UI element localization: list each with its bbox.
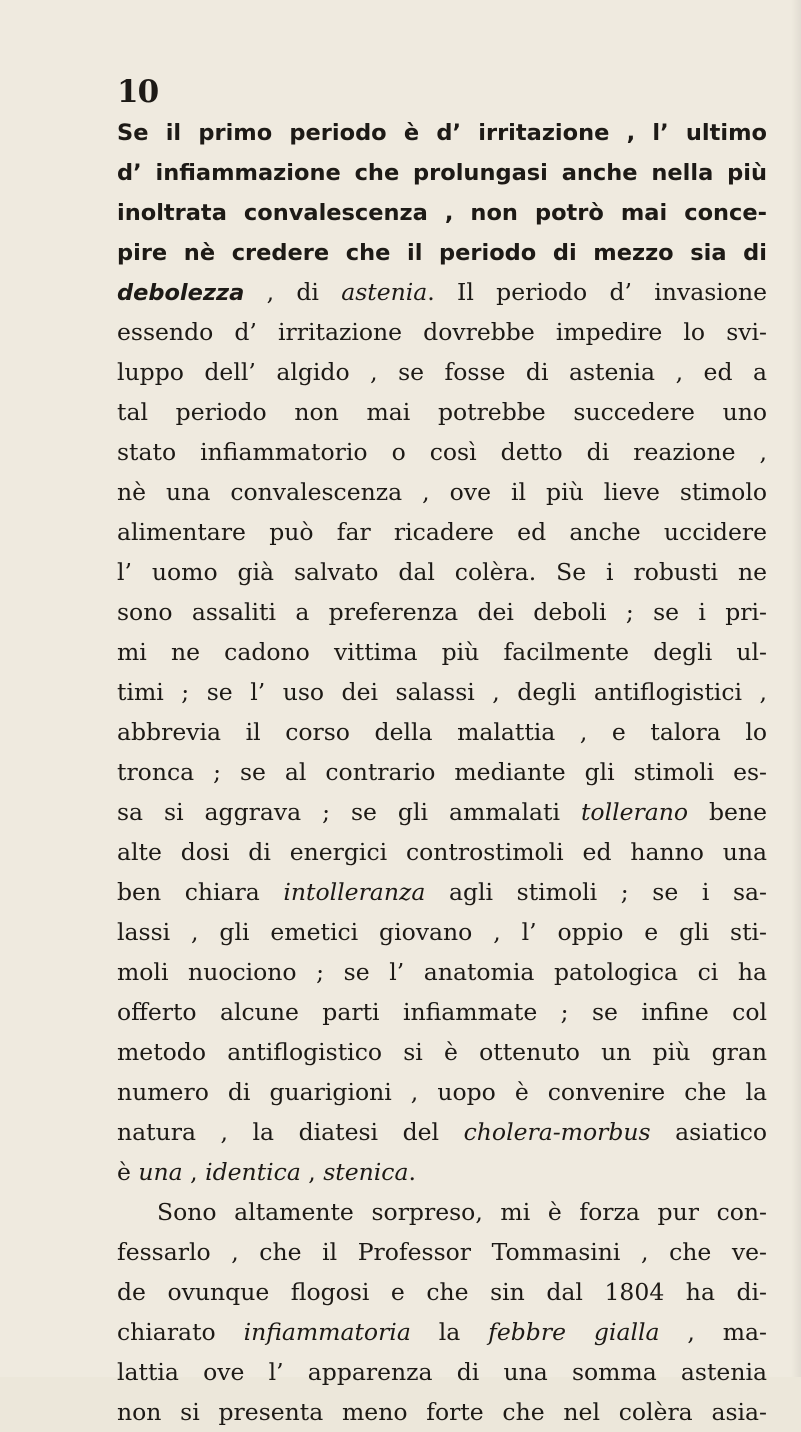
text-run: essendo d’ irritazione dovrebbe impedire lo svi- (117, 318, 767, 346)
text-run: inoltrata convalescenza , non potrò mai conce- (117, 200, 767, 226)
text-run: debolezza (117, 280, 245, 306)
text-run: sa si aggrava ; se gli ammalati (117, 798, 581, 826)
text-run: la (410, 1318, 489, 1346)
text-line (117, 952, 767, 992)
text-run: tronca ; se al contrario mediante gli stimoli es- (117, 758, 767, 786)
text-run: metodo antiflogistico si è ottenuto un più gran (117, 1038, 767, 1066)
text-run: d’ infiammazione che prolungasi anche nella più (117, 160, 767, 186)
text-run: l’ uomo già salvato dal colèra. Se i robusti ne (117, 558, 767, 586)
text-run: abbrevia il corso della malattia , e talora lo (117, 718, 767, 746)
text-run: ben chiara (117, 878, 284, 906)
text-line (117, 352, 767, 392)
text-run: . Il periodo d’ invasione (427, 278, 767, 306)
text-run: stenica (323, 1158, 409, 1186)
text-run: una (138, 1158, 183, 1186)
text-run: asiatico (650, 1118, 767, 1146)
text-line (117, 792, 767, 832)
text-line (117, 712, 767, 752)
text-line (117, 112, 767, 152)
text-run: infiammatoria (243, 1318, 411, 1346)
page-edge-shadow (791, 0, 801, 1377)
text-line (117, 1032, 767, 1072)
text-run: natura , la diatesi del (117, 1118, 464, 1146)
text-run: stato infiammatorio o così detto di reazione , (117, 438, 767, 466)
text-line (117, 392, 767, 432)
text-line (117, 152, 767, 192)
text-run: nè una convalescenza , ove il più lieve stimolo (117, 478, 767, 506)
text-line (117, 1192, 767, 1232)
text-line (117, 1112, 767, 1152)
text-line (117, 192, 767, 232)
text-run: fessarlo , che il Professor Tommasini , che ve- (117, 1238, 767, 1266)
page-number: 10 (117, 74, 159, 110)
text-run: moli nuociono ; se l’ anatomia patologica ci ha (117, 958, 767, 986)
text-run: de ovunque flogosi e che sin dal 1804 ha di- (117, 1278, 767, 1306)
text-run: , (182, 1158, 206, 1186)
text-run: agli stimoli ; se i sa- (425, 878, 767, 906)
text-line (117, 1232, 767, 1272)
text-run: timi ; se l’ uso dei salassi , degli antiflogistici , (117, 678, 767, 706)
text-line (117, 1352, 767, 1392)
text-run: luppo dell’ algido , se fosse di astenia , ed a (117, 358, 767, 386)
text-run: cholera-morbus (463, 1118, 651, 1146)
text-run: Se il primo periodo è d’ irritazione , l’ ultimo (117, 120, 767, 146)
text-run: è (117, 1158, 139, 1186)
text-run: non si presenta meno forte che nel colèra asia- (117, 1398, 767, 1426)
text-run: tal periodo non mai potrebbe succedere uno (117, 398, 767, 426)
text-line (117, 552, 767, 592)
text-run: pire nè credere che il periodo di mezzo sia di (117, 240, 767, 266)
text-line (117, 872, 767, 912)
text-run: mi ne cadono vittima più facilmente degli ul- (117, 638, 767, 666)
text-line (117, 1312, 767, 1352)
text-line (117, 592, 767, 632)
text-run: sono assaliti a preferenza dei deboli ; se i pri- (117, 598, 767, 626)
text-run: intolleranza (283, 878, 426, 906)
text-line (117, 472, 767, 512)
text-run: febbre gialla (488, 1318, 660, 1346)
text-line (117, 832, 767, 872)
text-run: identica (205, 1158, 301, 1186)
text-line (117, 672, 767, 712)
text-line (117, 632, 767, 672)
text-run: lattia ove l’ apparenza di una somma astenia (117, 1358, 767, 1386)
text-run: , di (244, 278, 342, 306)
text-run: tollerano (580, 798, 689, 826)
text-run: numero di guarigioni , uopo è convenire che la (117, 1078, 767, 1106)
text-run: alimentare può far ricadere ed anche uccidere (117, 518, 767, 546)
text-line (117, 912, 767, 952)
text-run: , (300, 1158, 324, 1186)
text-line (117, 1072, 767, 1112)
text-line (117, 1272, 767, 1312)
text-run: bene (688, 798, 767, 826)
body-text (117, 112, 767, 1432)
text-run: Sono altamente sorpreso, mi è forza pur con- (157, 1198, 767, 1226)
text-line (117, 1392, 767, 1432)
text-line (117, 992, 767, 1032)
text-run: chiarato (117, 1318, 244, 1346)
text-run: , ma- (659, 1318, 767, 1346)
text-line (117, 1152, 767, 1192)
text-line (117, 752, 767, 792)
text-line (117, 432, 767, 472)
text-run: lassi , gli emetici giovano , l’ oppio e gli sti- (117, 918, 767, 946)
text-run: alte dosi di energici controstimoli ed hanno una (117, 838, 767, 866)
text-run: . (408, 1158, 416, 1186)
text-line (117, 272, 767, 312)
text-line (117, 232, 767, 272)
text-run: astenia (341, 278, 428, 306)
text-line (117, 512, 767, 552)
text-line (117, 312, 767, 352)
text-run: offerto alcune parti infiammate ; se infine col (117, 998, 767, 1026)
